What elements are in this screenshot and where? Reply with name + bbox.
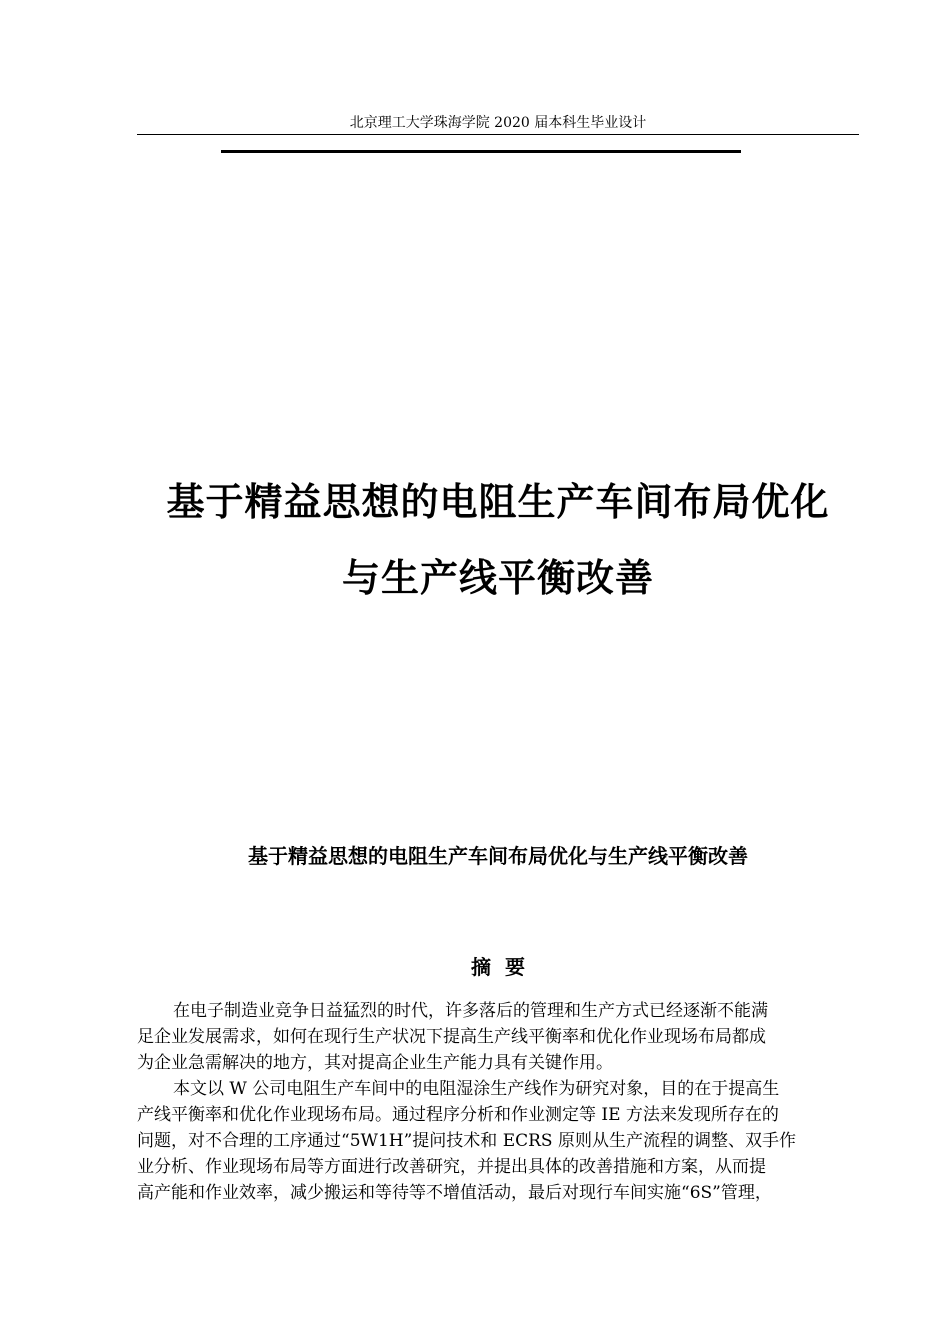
abstract-body: [137, 998, 861, 1206]
abstract-line: 业分析、作业现场布局等方面进行改善研究，并提出具体的改善措施和方案，从而提: [137, 1157, 766, 1177]
running-header: 北京理工大学珠海学院 2020 届本科生毕业设计: [349, 115, 647, 131]
header-rule: [137, 134, 859, 135]
title-separator-rule: [221, 150, 741, 153]
abstract-heading: 摘要: [471, 955, 539, 979]
main-title-line-1: 基于精益思想的电阻生产车间布局优化: [166, 480, 830, 524]
abstract-line: 问题，对不合理的工序通过“5W1H”提问技术和 ECRS 原则从生产流程的调整、双手作: [137, 1131, 796, 1151]
abstract-line: 本文以 W 公司电阻生产车间中的电阻湿涂生产线作为研究对象，目的在于提高生: [173, 1079, 780, 1099]
abstract-line: 足企业发展需求，如何在现行生产状况下提高生产线平衡率和优化作业现场布局都成: [137, 1027, 766, 1047]
abstract-line: 产线平衡率和优化作业现场布局。通过程序分析和作业测定等 IE 方法来发现所存在的: [137, 1105, 779, 1125]
abstract-line: 在电子制造业竞争日益猛烈的时代，许多落后的管理和生产方式已经逐渐不能满: [173, 1001, 768, 1021]
abstract-line: 为企业急需解决的地方，其对提高企业生产能力具有关键作用。: [137, 1053, 613, 1073]
main-title-line-2: 与生产线平衡改善: [341, 556, 654, 600]
abstract-line: 高产能和作业效率，减少搬运和等待等不增值活动，最后对现行车间实施“6S”管理，: [137, 1183, 772, 1203]
abstract-page-title: 基于精益思想的电阻生产车间布局优化与生产线平衡改善: [248, 844, 748, 868]
